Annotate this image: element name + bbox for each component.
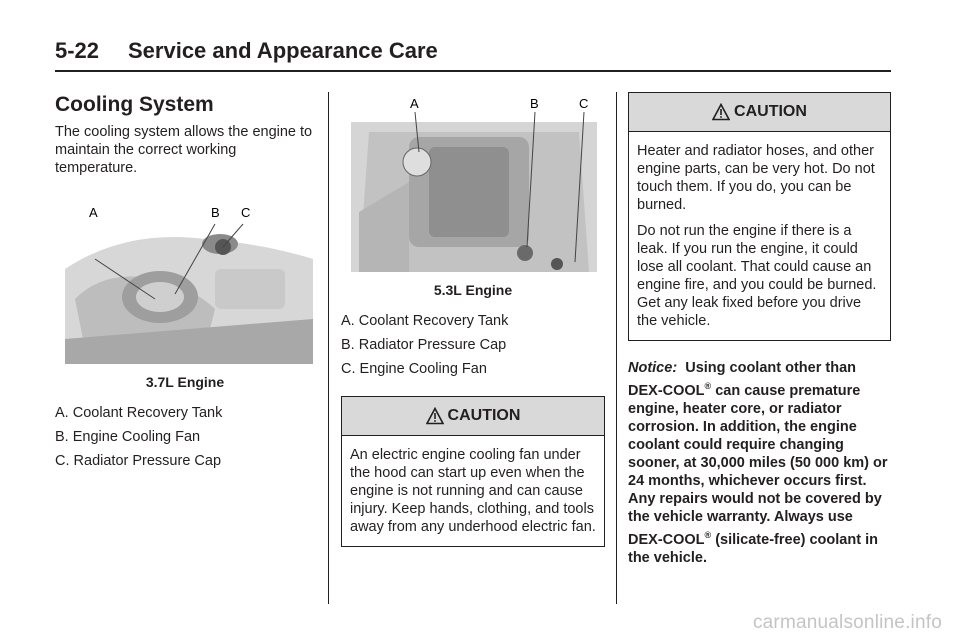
- chapter-title: Service and Appearance Care: [128, 38, 438, 63]
- section-intro: The cooling system allows the engine to maintain the correct working temperature.: [55, 124, 313, 176]
- callout-a: A: [89, 205, 98, 220]
- callout-b: B: [530, 96, 539, 111]
- caution-box: [628, 92, 891, 341]
- caution-paragraph: Heater and radiator hoses, and other engine parts, can be very hot. Do not touch them. If you do, you can be burned.: [637, 143, 875, 213]
- notice-text: (silicate-free) coolant in the vehicle.: [628, 531, 878, 566]
- notice-label: Notice:: [628, 360, 678, 376]
- figure-caption: 5.3L Engine: [433, 282, 513, 298]
- component-list: [55, 404, 315, 470]
- column-divider: [616, 92, 617, 604]
- notice-text: can cause premature engine, heater core, or radiator corrosion. In addition, the engine coolant could require changing sooner, at 30,000 miles (50 000 km) or 24 months, whichever occurs first. Any repairs would not be covered by the vehicle warranty. Always use DEX-COOL: [628, 382, 888, 548]
- callout-b: B: [211, 205, 220, 220]
- notice-block: [628, 359, 891, 567]
- page-number: 5-22: [55, 38, 100, 63]
- engine-3-7l-illustration: [65, 199, 313, 364]
- list-item: A. Coolant Recovery Tank: [55, 405, 223, 421]
- page-header: [55, 38, 891, 72]
- caution-box: [341, 396, 605, 547]
- watermark: carmanualsonline.info: [752, 612, 942, 633]
- registered-mark: ®: [704, 381, 712, 391]
- caution-body: [629, 132, 890, 340]
- callout-c: C: [579, 96, 589, 111]
- component-list: [341, 312, 605, 378]
- caution-body: [342, 436, 604, 546]
- caution-label: CAUTION: [734, 103, 807, 120]
- section-title: Cooling System: [55, 93, 214, 116]
- column-middle: [341, 92, 605, 547]
- engine-5-3l-drawing: [349, 92, 599, 272]
- figure-caption: 3.7L Engine: [145, 374, 225, 390]
- column-divider: [328, 92, 329, 604]
- caution-paragraph: Do not run the engine if there is a leak. If you run the engine, it could lose all coolant. That could cause an engine fire, and you could be burned. Get any leak fixed before you drive the vehicle.: [637, 223, 877, 329]
- warning-triangle-icon: [426, 407, 444, 425]
- registered-mark: ®: [704, 529, 712, 540]
- engine-3-7l-drawing: [65, 199, 313, 364]
- list-item: B. Radiator Pressure Cap: [341, 337, 507, 353]
- notice-text: Using coolant other than DEX-COOL: [628, 360, 856, 399]
- list-item: C. Engine Cooling Fan: [341, 361, 487, 377]
- column-right: [628, 92, 891, 567]
- engine-5-3l-illustration: [349, 92, 599, 272]
- caution-heading: [342, 397, 604, 436]
- callout-c: C: [241, 205, 251, 220]
- callout-a: A: [410, 96, 419, 111]
- column-left: [55, 92, 315, 476]
- caution-text: An electric engine cooling fan under the hood can start up even when the engine is not running and can cause injury. Keep hands, clothing, and tools away from any underhood electric fan.: [350, 447, 596, 535]
- caution-label: CAUTION: [447, 407, 521, 424]
- list-item: A. Coolant Recovery Tank: [341, 313, 509, 329]
- warning-triangle-icon: [712, 103, 730, 121]
- list-item: C. Radiator Pressure Cap: [55, 453, 222, 469]
- caution-heading: [629, 93, 890, 132]
- list-item: B. Engine Cooling Fan: [55, 429, 201, 445]
